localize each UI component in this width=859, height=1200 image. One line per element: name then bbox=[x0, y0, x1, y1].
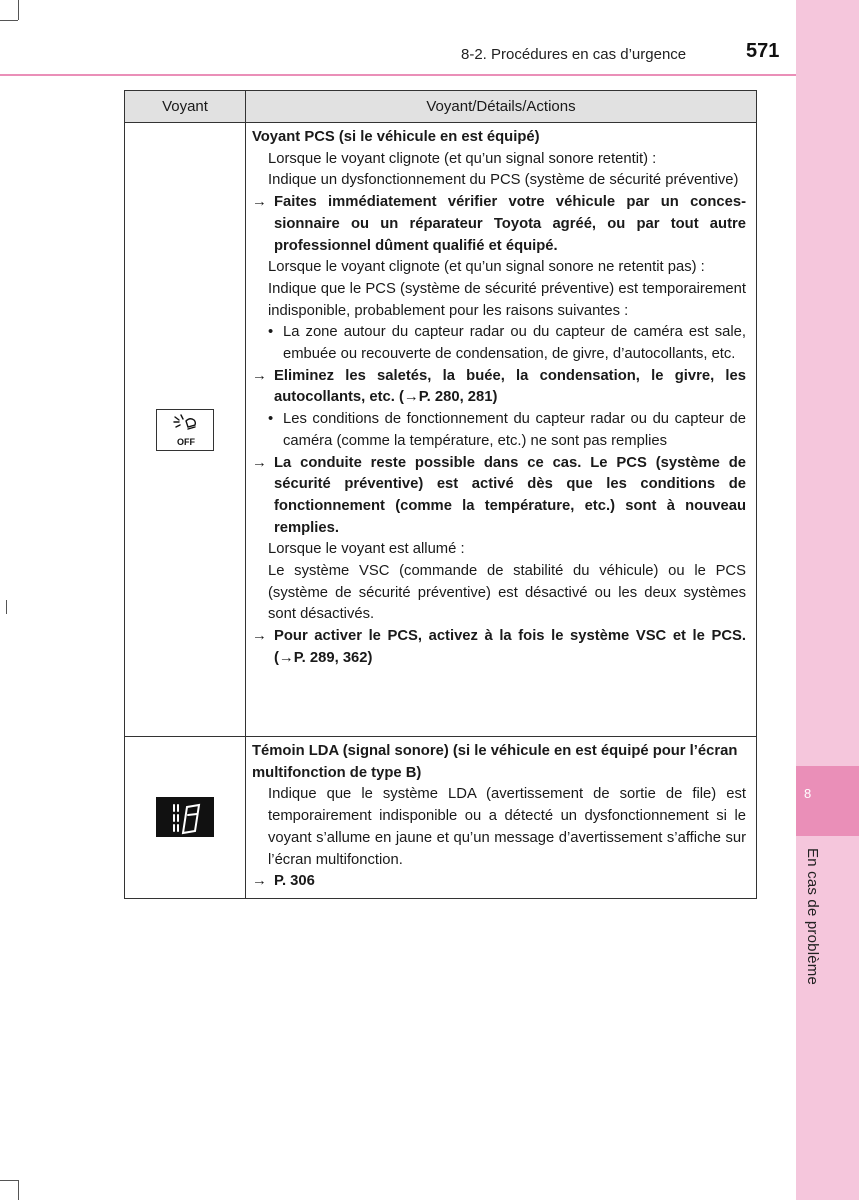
arrow-symbol: → bbox=[252, 454, 267, 471]
icon-cell bbox=[125, 123, 246, 737]
arrow-symbol: → bbox=[252, 194, 267, 211]
action-text: Pour activer le PCS, activez à la fois le système VSC et le PCS. (→P. 289, 362) bbox=[274, 628, 746, 666]
header-rule bbox=[0, 74, 796, 76]
paragraph: Indique que le PCS (système de sécurité préventive) est temporairement indisponible, probablement pour les raisons suivantes : bbox=[268, 280, 746, 319]
action-item bbox=[252, 192, 746, 257]
bullet-symbol: • bbox=[268, 411, 274, 428]
chapter-number: 8 bbox=[804, 786, 812, 801]
action-text: Eliminez les saletés, la buée, la condensation, le givre, les autocollants, etc. (→P. 280, 281) bbox=[274, 367, 746, 406]
action-item bbox=[252, 871, 746, 893]
chapter-label: En cas de problème bbox=[804, 848, 821, 986]
action-item bbox=[252, 626, 746, 669]
paragraph: Lorsque le voyant est allumé : bbox=[268, 541, 465, 558]
lda-warning-icon bbox=[156, 797, 214, 837]
action-text: P. 306 bbox=[274, 873, 315, 890]
row-title: Voyant PCS (si le véhicule en est équipé) bbox=[252, 129, 540, 145]
lane-departure-icon bbox=[156, 797, 214, 837]
action-text: La conduite reste possible dans ce cas. Le PCS (système de sécurité préventive) est activé dès que les conditions de fonctionnement (comme la température, etc.) sont à nouveau remplies. bbox=[274, 454, 746, 536]
bullet-item bbox=[252, 409, 746, 452]
pcs-off-label: OFF bbox=[177, 436, 195, 447]
row-title: Témoin LDA (signal sonore) (si le véhicule en est équipé pour l’écran multifonction de type B) bbox=[252, 743, 738, 781]
paragraph: Indique un dysfonctionnement du PCS (système de sécurité préventive) bbox=[268, 172, 739, 189]
chapter-number-tab bbox=[796, 766, 859, 836]
pcs-off-warning-icon bbox=[156, 409, 214, 451]
crop-mark bbox=[0, 20, 18, 21]
paragraph: Lorsque le voyant clignote (et qu’un signal sonore ne retentit pas) : bbox=[268, 259, 705, 276]
page-number: 571 bbox=[746, 40, 780, 62]
icon-cell bbox=[125, 737, 246, 899]
action-item bbox=[252, 453, 746, 540]
pcs-car-icon bbox=[157, 410, 213, 450]
paragraph: Lorsque le voyant clignote (et qu’un signal sonore retentit) : bbox=[268, 150, 657, 167]
table-row bbox=[125, 123, 757, 737]
table-header-row bbox=[125, 91, 757, 123]
paragraph: Le système VSC (commande de stabilité du véhicule) ou le PCS (système de sécurité préventive) est désactivé ou les deux systèmes sont désactivés. bbox=[268, 563, 746, 623]
bullet-text: Les conditions de fonctionnement du capteur radar ou du capteur de caméra (comme la température, etc.) ne sont pas remplies bbox=[283, 411, 746, 449]
column-header-details: Voyant/Détails/Actions bbox=[246, 91, 757, 123]
paragraph: Indique que le système LDA (avertissement de sortie de file) est temporairement indisponible ou a détecté un dysfonctionnement si le voyant s’allume en jaune et qu’un message d’avertissement s’affiche sur l’écran multifonction. bbox=[268, 786, 746, 868]
bullet-symbol: • bbox=[268, 324, 274, 341]
crop-mark bbox=[0, 1180, 18, 1181]
chapter-side-tab bbox=[796, 0, 859, 1200]
crop-mark bbox=[18, 0, 19, 20]
bullet-text: La zone autour du capteur radar ou du capteur de caméra est sale, embuée ou recouverte de condensation, de givre, d’autocollants, etc. bbox=[283, 324, 746, 363]
crop-mark bbox=[18, 1180, 19, 1200]
action-item bbox=[252, 366, 746, 409]
arrow-symbol: → bbox=[252, 628, 267, 645]
column-header-voyant: Voyant bbox=[125, 91, 246, 123]
details-cell bbox=[246, 123, 757, 737]
arrow-symbol: → bbox=[252, 367, 267, 384]
arrow-symbol: → bbox=[252, 873, 267, 890]
action-text: Faites immédiatement vérifier votre véhicule par un concessionnaire ou un réparateur Toyota agréé, ou par tout autre professionnel dûment qualifié et équipé. bbox=[274, 194, 746, 254]
section-title: 8-2. Procédures en cas d’urgence bbox=[461, 46, 687, 63]
warning-lights-table bbox=[124, 90, 757, 899]
crop-mark bbox=[6, 600, 7, 614]
table-row bbox=[125, 737, 757, 899]
bullet-item bbox=[252, 322, 746, 365]
details-cell bbox=[246, 737, 757, 899]
